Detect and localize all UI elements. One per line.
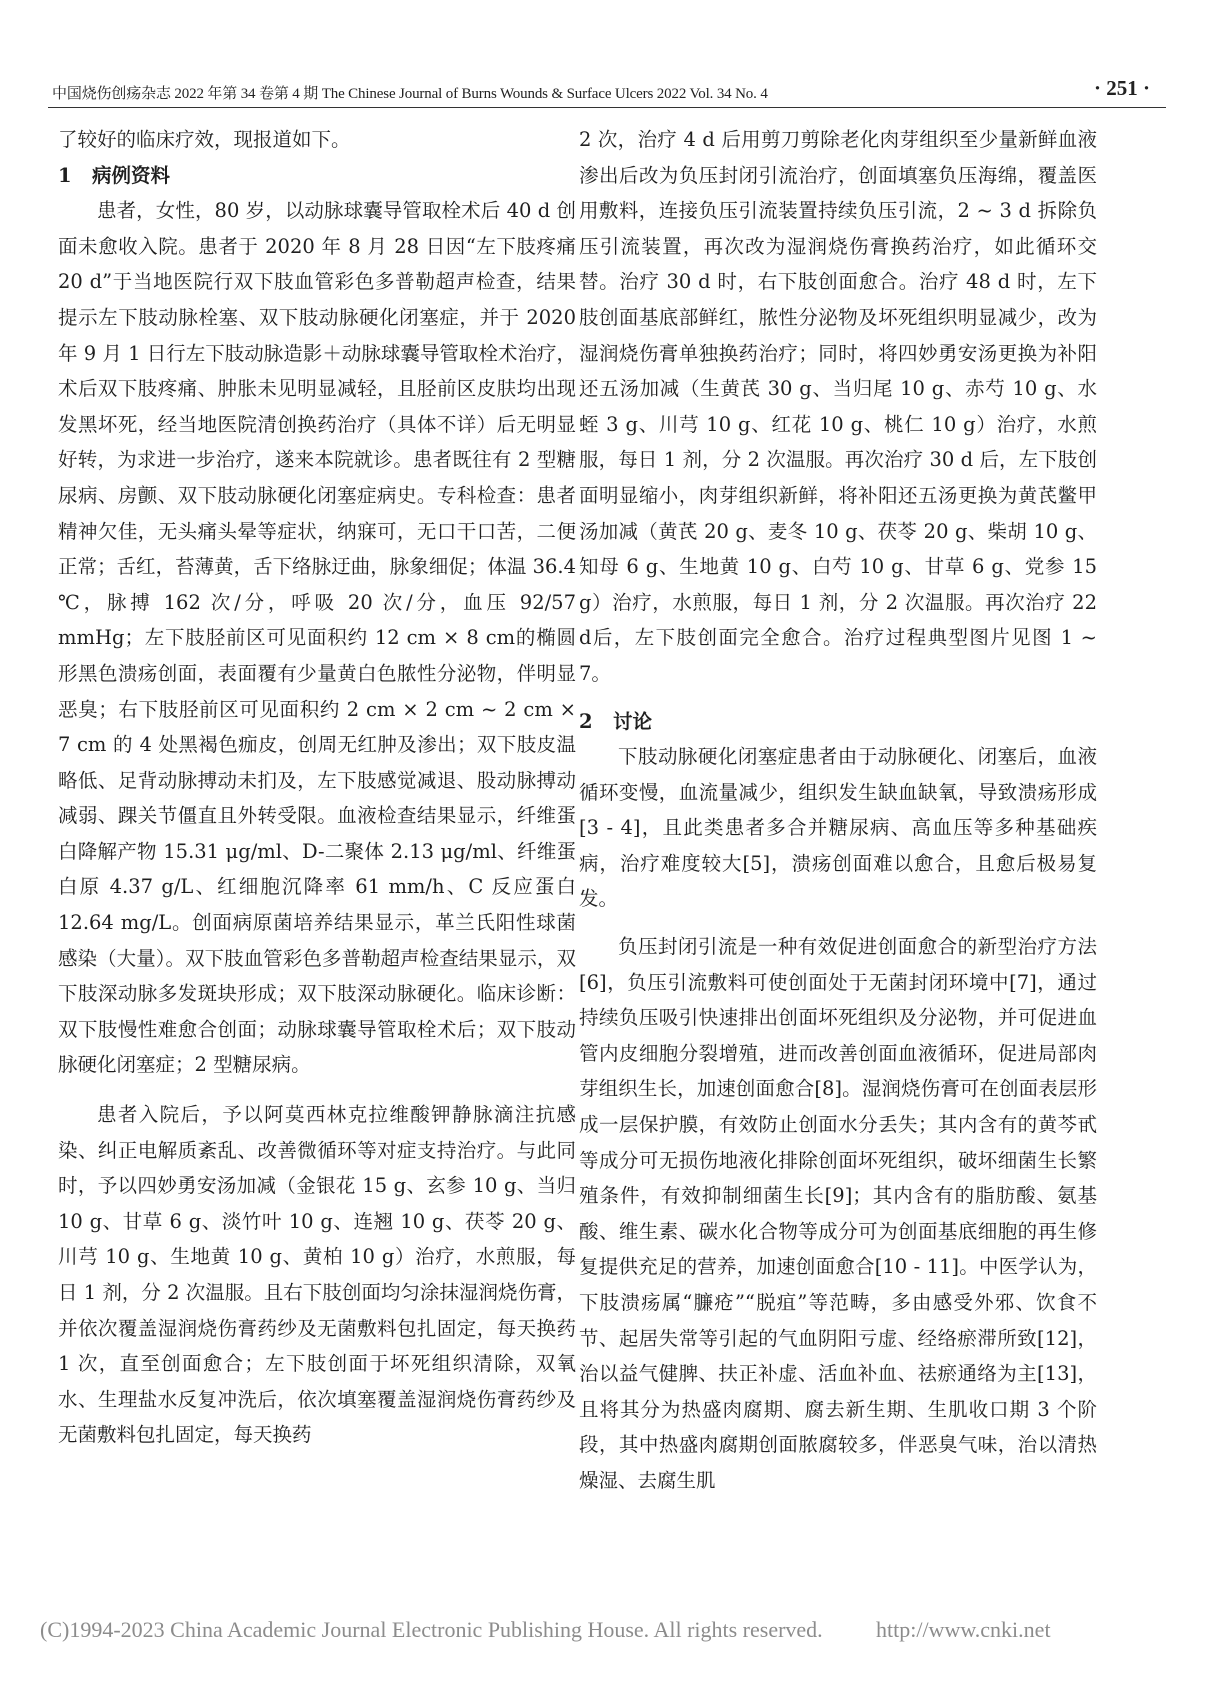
section-title: 讨论	[613, 709, 653, 733]
treatment-continued-paragraph: 2 次，治疗 4 d 后用剪刀剪除老化肉芽组织至少量新鲜血液渗出后改为负压封闭引流治疗，创面填塞负压海绵，覆盖医用敷料，连接负压引流装置持续负压引流，2 ~ 3 d 拆除负压引流装置，再次改为湿润烧伤膏换药治疗，如此循环交替。治疗 30 d 时，右下肢创面愈合。治疗 48 d 时，左下肢创面基底部鲜红，脓性分泌物及坏死组织明显减少，改为湿润烧伤膏单独换药治疗；同时，将四妙勇安汤更换为补阳还五汤加减（生黄芪 30 g、当归尾 10 g、赤芍 10 g、水蛭 3 g、川芎 10 g、红花 10 g、桃仁 10 g）治疗，水煎服，每日 1 剂，分 2 次温服。再次治疗 30 d 后，左下肢创面明显缩小，肉芽组织新鲜，将补阳还五汤更换为黄芪鳖甲汤加减（黄芪 20 g、麦冬 10 g、茯苓 20 g、柴胡 10 g、知母 6 g、生地黄 10 g、白芍 10 g、甘草 6 g、党参 15 g）治疗，水煎服，每日 1 剂，分 2 次温服。再次治疗 22 d后，左下肢创面完全愈合。治疗过程典型图片见图 1 ~ 7。	[579, 128, 1097, 685]
treatment-paragraph: 患者入院后，予以阿莫西林克拉维酸钾静脉滴注抗感染、纠正电解质紊乱、改善微循环等对症支持治疗。与此同时，予以四妙勇安汤加减（金银花 15 g、玄参 10 g、当归 10 g、甘草 6 g、淡竹叶 10 g、连翘 10 g、茯苓 20 g、川芎 10 g、生地黄 10 g、黄柏 10 g）治疗，水煎服，每日 1 剂，分 2 次温服。且右下肢创面均匀涂抹湿润烧伤膏，并依次覆盖湿润烧伤膏药纱及无菌敷料包扎固定，每天换药 1 次，直至创面愈合；左下肢创面于坏死组织清除，双氧水、生理盐水反复冲洗后，依次填塞覆盖湿润烧伤膏药纱及无菌敷料包扎固定，每天换药	[58, 1103, 577, 1447]
section-number: 2	[579, 709, 593, 733]
section-title: 病例资料	[92, 163, 171, 187]
discussion-paragraph-2: 负压封闭引流是一种有效促进创面愈合的新型治疗方法[6]，负压引流敷料可使创面处于无菌封闭环境中[7]，通过持续负压吸引快速排出创面坏死组织及分泌物，并可促进血管内皮细胞分裂增殖，进而改善创面血液循环，促进局部肉芽组织生长，加速创面愈合[8]。湿润烧伤膏可在创面表层形成一层保护膜，有效防止创面水分丢失；其内含有的黄芩甙等成分可无损伤地液化排除创面坏死组织，破坏细菌生长繁殖条件，有效抑制细菌生长[9]；其内含有的脂肪酸、氨基酸、维生素、碳水化合物等成分可为创面基底细胞的再生修复提供充足的营养，加速创面愈合[10 - 11]。中医学认为，下肢溃疡属“臁疮”“脱疽”等范畴，多由感受外邪、饮食不节、起居失常等引起的气血阴阳亏虚、经络瘀滞所致[12]，治以益气健脾、扶正补虚、活血补血、祛瘀通络为主[13]，且将其分为热盛肉腐期、腐去新生期、生肌收口期 3 个阶段，其中热盛肉腐期创面脓腐较多，伴恶臭气味，治以清热燥湿、去腐生肌	[579, 935, 1097, 1492]
page-number: · 251 ·	[1093, 76, 1150, 100]
running-head	[52, 76, 1162, 106]
left-column	[58, 122, 576, 1453]
journal-citation: 中国烧伤创疡杂志 2022 年第 34 卷第 4 期 The Chinese Journal of Burns Wounds & Surface Ulcers 2022 Vol. 34 No. 4	[52, 86, 768, 102]
paragraph-gap	[58, 1083, 576, 1097]
section-number: 1	[58, 163, 72, 187]
copyright-footer	[40, 1617, 1200, 1657]
paragraph-gap	[579, 692, 1097, 704]
intro-tail-paragraph: 了较好的临床疗效，现报道如下。	[58, 128, 351, 151]
case-history-paragraph: 患者，女性，80 岁，以动脉球囊导管取栓术后 40 d 创面未愈收入院。患者于 2020 年 8 月 28 日因“左下肢疼痛 20 d”于当地医院行双下肢血管彩色多普勒超声检查，结果提示左下肢动脉栓塞、双下肢动脉硬化闭塞症，并于 2020 年 9 月 1 日行左下肢动脉造影＋动脉球囊导管取栓术治疗，术后双下肢疼痛、肿胀未见明显减轻，且胫前区皮肤均出现发黑坏死，经当地医院清创换药治疗（具体不详）后无明显好转，为求进一步治疗，遂来本院就诊。患者既往有 2 型糖尿病、房颤、双下肢动脉硬化闭塞症病史。专科检查：患者精神欠佳，无头痛头晕等症状，纳寐可，无口干口苦，二便正常；舌红，苔薄黄，舌下络脉迂曲，脉象细促；体温 36.4 ℃，脉搏 162 次/分，呼吸 20 次/分，血压 92/57 mmHg；左下肢胫前区可见面积约 12 cm × 8 cm的椭圆形黑色溃疡创面，表面覆有少量黄白色脓性分泌物，伴明显恶臭；右下肢胫前区可见面积约 2 cm × 2 cm ~ 2 cm × 7 cm 的 4 处黑褐色痂皮，创周无红肿及渗出；双下肢皮温略低、足背动脉搏动未扪及，左下肢感觉减退、股动脉搏动减弱、踝关节僵直且外转受限。血液检查结果显示，纤维蛋白降解产物 15.31 μg/ml、D-二聚体 2.13 μg/ml、纤维蛋白原 4.37 g/L、红细胞沉降率 61 mm/h、C 反应蛋白 12.64 mg/L。创面病原菌培养结果显示，革兰氏阳性球菌感染（大量）。双下肢血管彩色多普勒超声检查结果显示，双下肢深动脉多发斑块形成；双下肢深动脉硬化。临床诊断：双下肢慢性难愈合创面；动脉球囊导管取栓术后；双下肢动脉硬化闭塞症；2 型糖尿病。	[58, 199, 576, 1077]
discussion-paragraph-1: 下肢动脉硬化闭塞症患者由于动脉硬化、闭塞后，血液循环变慢，血流量减少，组织发生缺血缺氧，导致溃疡形成[3 - 4]，且此类患者多合并糖尿病、高血压等多种基础疾病，治疗难度较大[5]，溃疡创面难以愈合，且愈后极易复发。	[579, 745, 1097, 911]
paragraph-gap	[579, 917, 1097, 929]
copyright-text: (C)1994-2023 China Academic Journal Electronic Publishing House. All rights reserved.	[40, 1617, 823, 1642]
section-heading-case-data	[58, 158, 576, 194]
header-rule	[48, 107, 1166, 108]
section-heading-discussion	[579, 704, 1097, 740]
right-column	[579, 122, 1097, 1499]
cnki-url: http://www.cnki.net	[876, 1617, 1051, 1642]
